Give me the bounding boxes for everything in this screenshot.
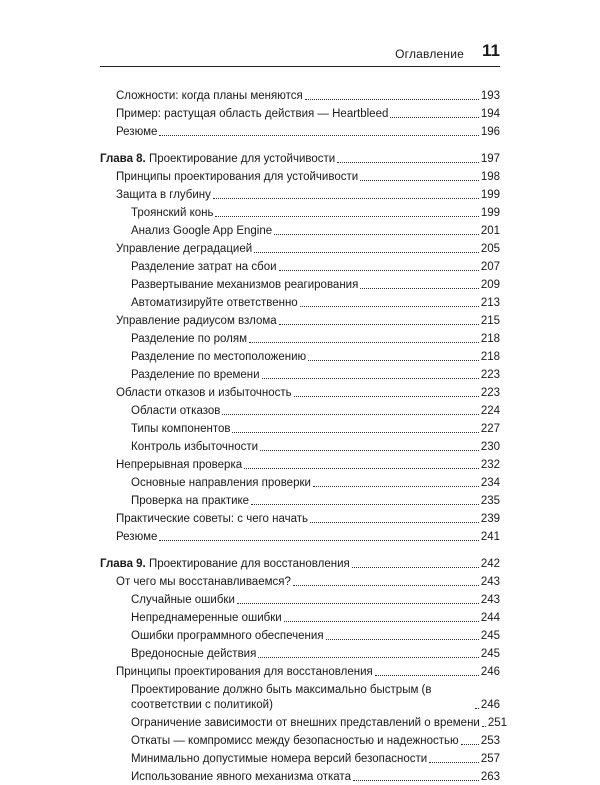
toc-page-number: 207 (480, 261, 500, 273)
toc-chapter-entry (100, 554, 500, 572)
dot-leader (279, 324, 479, 325)
toc-title-text: Принципы проектирования для устойчивости (116, 171, 359, 183)
toc-entry-title (100, 152, 335, 167)
toc-entry-title (131, 494, 249, 509)
dot-leader (213, 198, 479, 199)
toc-title-text: Минимально допустимые номера версий безопасности (131, 753, 428, 765)
toc-entry (100, 608, 500, 626)
toc-title-text: Проектирование для устойчивости (148, 153, 336, 165)
toc-entry-title (131, 629, 324, 644)
toc-entry-title (116, 125, 157, 140)
toc-entry-title (131, 734, 459, 749)
toc-entry (100, 86, 500, 104)
dot-leader (326, 639, 479, 640)
toc-title-text: Вредоносные действия (131, 648, 257, 660)
toc-title-text: Типы компонентов (131, 423, 231, 435)
dot-leader (482, 726, 486, 727)
toc-title-text: От чего мы восстанавливаемся? (116, 576, 291, 588)
toc-entry-title (131, 476, 311, 491)
dot-leader (375, 675, 479, 676)
toc-entry-title (116, 242, 252, 257)
toc-title-text: Защита в глубину (116, 189, 211, 201)
toc-page-number: 223 (480, 369, 500, 381)
toc-page-number: 199 (480, 207, 500, 219)
dot-leader (293, 585, 479, 586)
toc-title-text: Автоматизируйте ответственно (131, 297, 298, 309)
toc-entry-title (131, 350, 306, 365)
toc-title-text: Анализ Google App Engine (131, 225, 273, 237)
toc-page-number: 243 (480, 594, 500, 606)
toc-entry-title (131, 440, 258, 455)
toc-entry-title (116, 107, 388, 122)
dot-leader (352, 567, 479, 568)
toc-entry (100, 749, 500, 767)
dot-leader (222, 414, 478, 415)
dot-leader (215, 216, 478, 217)
chapter-label: Глава 9. (100, 558, 146, 570)
toc-title-text: Области отказов (131, 405, 221, 417)
toc-entry-title (131, 716, 480, 731)
dot-leader (274, 234, 479, 235)
toc-entry (100, 203, 500, 221)
toc-page-number: 227 (480, 423, 500, 435)
toc-page-number: 198 (480, 171, 500, 183)
toc-title-text: Ошибки программного обеспечения (131, 630, 324, 642)
toc-entry (100, 491, 500, 509)
toc-title-text: Непреднамеренные ошибки (131, 612, 282, 624)
toc-entry-title (131, 368, 260, 383)
dot-leader (284, 621, 479, 622)
chapter-label: Глава 8. (100, 153, 146, 165)
toc-page-number: 215 (480, 315, 500, 327)
toc-chapter-entry (100, 149, 500, 167)
toc-page-number: 223 (480, 387, 500, 399)
dot-leader (337, 162, 479, 163)
toc-entry-title (116, 512, 308, 527)
toc-entry (100, 473, 500, 491)
toc-entry (100, 293, 500, 311)
toc-page-number: 257 (480, 753, 500, 765)
toc-entry (100, 167, 500, 185)
toc-entry (100, 713, 508, 731)
toc-entry (100, 644, 500, 662)
toc-entry (100, 365, 500, 383)
toc-page-number: 234 (480, 477, 500, 489)
toc-entry-title (116, 458, 242, 473)
toc-entry-title (131, 752, 427, 767)
toc-title-text: Развертывание механизмов реагирования (131, 279, 359, 291)
toc-entry (100, 311, 500, 329)
toc-title-text: Проектирование для восстановления (148, 558, 350, 570)
toc-title-text: Случайные ошибки (131, 594, 235, 606)
toc-title-text: Проверка на практике (131, 495, 250, 507)
dot-leader (159, 135, 478, 136)
dot-leader (294, 396, 479, 397)
toc-title-text: Сложности: когда планы меняются (116, 90, 303, 102)
toc-page-number: 218 (480, 351, 500, 363)
toc-title-text: Пример: растущая область действия — Heartbleed (116, 108, 389, 120)
toc-page-number: 246 (480, 666, 500, 678)
toc-title-text: Разделение по ролям (131, 333, 247, 345)
toc-entry (100, 527, 500, 545)
dot-leader (429, 762, 479, 763)
dot-leader (475, 708, 479, 709)
toc-title-text: Проектирование должно быть максимально быстрым (в соответствии с политикой) (131, 684, 432, 711)
toc-entry-title (131, 278, 358, 293)
page-number: 11 (482, 41, 500, 60)
toc-page-number: 193 (480, 90, 500, 102)
dot-leader (305, 99, 479, 100)
toc-entry (100, 275, 500, 293)
dot-leader (260, 450, 479, 451)
toc-entry (100, 221, 500, 239)
toc-entry (100, 767, 500, 785)
toc-entry-title (116, 188, 211, 203)
dot-leader (232, 432, 478, 433)
dot-leader (310, 522, 479, 523)
toc-title-text: Использование явного механизма отката (131, 771, 351, 783)
toc-entry (100, 329, 500, 347)
dot-leader (308, 360, 479, 361)
dot-leader (390, 117, 478, 118)
dot-leader (262, 378, 479, 379)
dot-leader (254, 252, 479, 253)
toc-entry-title (131, 260, 277, 275)
dot-leader (251, 504, 479, 505)
toc-title-text: Откаты — компромисс между безопасностью и надежностью (131, 735, 459, 747)
toc-entry-title (100, 557, 350, 572)
toc-entry-title (131, 683, 473, 713)
toc-page-number: 244 (480, 612, 500, 624)
toc-page-number: 205 (480, 243, 500, 255)
toc-entry-title (131, 404, 220, 419)
toc-entry-title (131, 332, 247, 347)
toc-page-number: 201 (480, 225, 500, 237)
toc-entry-title (131, 770, 351, 785)
toc-entry (100, 239, 500, 257)
toc-entry-title (131, 647, 256, 662)
toc-entry-title (116, 170, 358, 185)
toc-page-number: 242 (480, 558, 500, 570)
toc-entry-title (116, 665, 373, 680)
toc-title-text: Троянский конь (131, 207, 214, 219)
toc-entry (100, 257, 500, 275)
toc-title-text: Разделение по времени (131, 369, 260, 381)
toc-title-text: Разделение по местоположению (131, 351, 307, 363)
toc-entry-title (131, 224, 272, 239)
toc-entry-title (131, 593, 235, 608)
toc-page-number: 209 (480, 279, 500, 291)
toc-page-number: 253 (480, 735, 500, 747)
toc-page-number: 241 (480, 531, 500, 543)
toc-entry-title (116, 89, 303, 104)
toc-page-number: 230 (480, 441, 500, 453)
toc-entry (100, 347, 500, 365)
toc-title-text: Ограничение зависимости от внешних представлений о времени (131, 717, 480, 729)
dot-leader (461, 744, 479, 745)
dot-leader (249, 342, 479, 343)
toc-page-number: 199 (480, 189, 500, 201)
toc-entry-title (116, 530, 157, 545)
toc-page-number: 243 (480, 576, 500, 588)
toc-entry (100, 626, 500, 644)
toc-entry-title (116, 575, 291, 590)
toc-title-text: Управление деградацией (116, 243, 253, 255)
toc-title-text: Непрерывная проверка (116, 459, 243, 471)
toc-page-number: 196 (480, 126, 500, 138)
toc-page-number: 197 (480, 153, 500, 165)
dot-leader (313, 486, 479, 487)
toc-entry (100, 590, 500, 608)
toc-page-number: 235 (480, 495, 500, 507)
toc-entry (100, 509, 500, 527)
toc-page-number: 251 (487, 717, 508, 729)
toc-entry-title (116, 386, 292, 401)
toc-title-text: Области отказов и избыточность (116, 387, 292, 399)
toc-page-number: 239 (480, 513, 500, 525)
toc-entry (100, 401, 500, 419)
toc-page-number: 213 (480, 297, 500, 309)
toc-entry (100, 662, 500, 680)
toc-title-text: Резюме (116, 126, 158, 138)
dot-leader (237, 603, 479, 604)
dot-leader (279, 270, 479, 271)
toc-entry-title (131, 611, 282, 626)
toc-entry-title (131, 206, 213, 221)
toc-title-text: Практические советы: с чего начать (116, 513, 309, 525)
toc-page-number: 245 (480, 630, 500, 642)
running-header-title: Оглавление (395, 47, 464, 61)
dot-leader (258, 657, 478, 658)
toc-entry (100, 104, 500, 122)
toc-entry (100, 185, 500, 203)
toc-entry (100, 680, 500, 713)
toc-title-text: Резюме (116, 531, 158, 543)
toc-entry (100, 122, 500, 140)
dot-leader (300, 306, 479, 307)
toc-title-text: Контроль избыточности (131, 441, 259, 453)
toc-title-text: Управление радиусом взлома (116, 315, 277, 327)
toc-page-number: 224 (480, 405, 500, 417)
page-header (100, 40, 500, 67)
dot-leader (353, 780, 479, 781)
toc-title-text: Разделение затрат на сбои (131, 261, 277, 273)
dot-leader (159, 540, 478, 541)
dot-leader (360, 288, 478, 289)
toc-page-number: 218 (480, 333, 500, 345)
toc-entry (100, 419, 500, 437)
dot-leader (244, 468, 479, 469)
toc-title-text: Основные направления проверки (131, 477, 311, 489)
toc-page-number: 246 (480, 699, 500, 711)
toc-page-number: 245 (480, 648, 500, 660)
toc-entry-title (131, 422, 230, 437)
toc-page-number: 194 (480, 108, 500, 120)
toc-entry (100, 437, 500, 455)
toc-page-number: 232 (480, 459, 500, 471)
toc-page-number: 263 (480, 771, 500, 783)
toc-entry (100, 383, 500, 401)
dot-leader (360, 180, 479, 181)
toc-entry-title (131, 296, 298, 311)
toc-entry (100, 731, 500, 749)
toc-title-text: Принципы проектирования для восстановления (116, 666, 373, 678)
toc-entry (100, 455, 500, 473)
toc-entry-title (116, 314, 277, 329)
table-of-contents (100, 86, 508, 785)
toc-entry (100, 572, 500, 590)
